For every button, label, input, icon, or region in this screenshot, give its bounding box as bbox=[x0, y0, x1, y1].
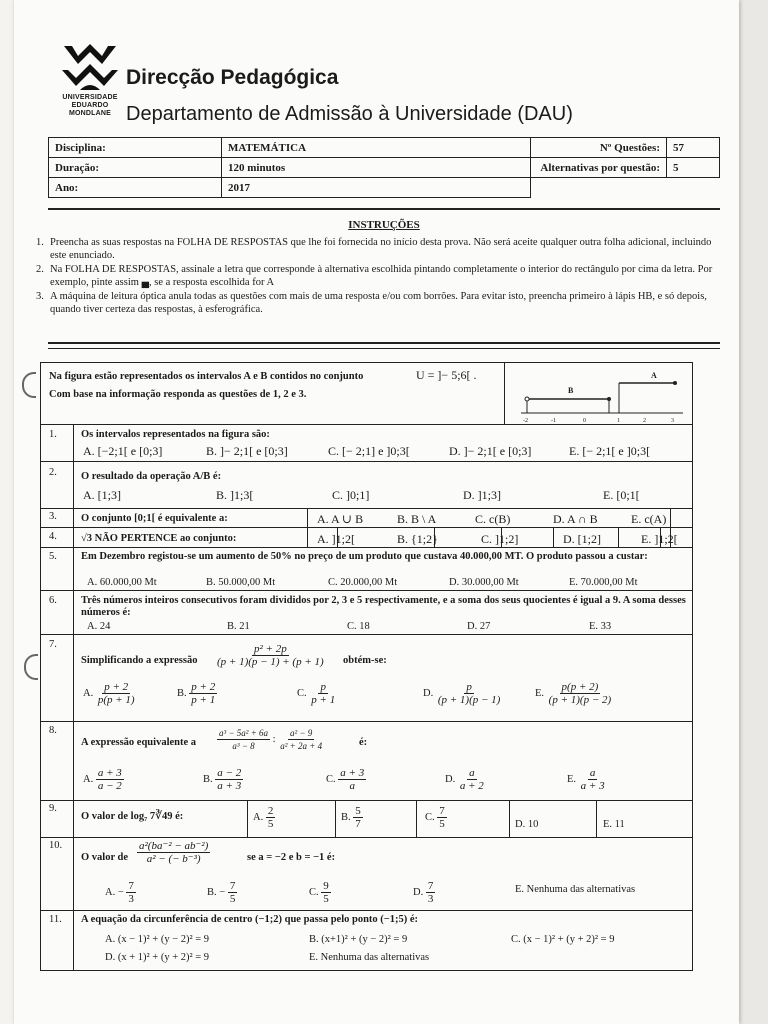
q3-text: O conjunto [0;1[ é equivalente a: bbox=[81, 513, 228, 524]
q9-number: 9. bbox=[49, 803, 57, 814]
tick-label: 3 bbox=[671, 418, 674, 424]
questions-grid bbox=[40, 362, 693, 838]
q4-number: 4. bbox=[49, 531, 57, 542]
q6-number: 6. bbox=[49, 595, 57, 606]
alternativas-value: 5 bbox=[667, 158, 720, 178]
tick-label: -2 bbox=[523, 418, 528, 424]
q8-number: 8. bbox=[49, 725, 57, 736]
instruction-item: 2. Na FOLHA DE RESPOSTAS, assinale a letra que corresponde à alternativa escolhida pintando completamente o interior do rectângulo por cima da letra. Por exemplo, pinte assim ▄, se a resposta escolhida for A bbox=[36, 264, 713, 288]
q7-option-b: B. $\frac{p + 2}{p + 1}$ bbox=[177, 681, 216, 706]
q6-option-e: E. 33 bbox=[589, 621, 612, 632]
page-title: Direcção Pedagógica bbox=[126, 66, 339, 89]
q10-number: 10. bbox=[49, 840, 63, 851]
q2-number: 2. bbox=[49, 467, 57, 478]
tick-label: 2 bbox=[643, 418, 646, 424]
interval-figure bbox=[511, 367, 689, 423]
q1-option-a: A. [−2;1[ e [0;3] bbox=[83, 444, 163, 458]
q5-option-a: A. 60.000,00 Mt bbox=[87, 577, 157, 588]
q5-option-e: E. 70.000,00 Mt bbox=[569, 577, 638, 588]
q7-option-e: E. $\frac{p(p + 2)}{(p + 1)(p - 2)}$ bbox=[535, 681, 612, 706]
intro-line1: Na figura estão representados os intervalos A e B contidos no conjunto bbox=[49, 371, 364, 382]
q4-option-b: B. {1;2} bbox=[397, 532, 438, 546]
q3-option-d: D. A ∩ B bbox=[553, 512, 598, 526]
q3-option-b: B. B \ A bbox=[397, 512, 437, 526]
q1-number: 1. bbox=[49, 429, 57, 440]
q9-option-c: C. $\frac{7}{5}$ bbox=[425, 805, 445, 830]
q7-option-c: C. $\frac{p}{p + 1}$ bbox=[297, 681, 336, 706]
questions-grid-lower bbox=[40, 836, 693, 971]
q6-option-d: D. 27 bbox=[467, 621, 491, 632]
q10-option-d: D. $\frac{7}{3}$ bbox=[413, 880, 434, 905]
disciplina-label: Disciplina: bbox=[49, 138, 222, 158]
q3-number: 3. bbox=[49, 511, 57, 522]
q11-option-c: C. (x − 1)² + (y + 2)² = 9 bbox=[511, 934, 615, 945]
q5-text: Em Dezembro registou-se um aumento de 50% no preço de um produto que custava 40.000,00 MT. O produto passou a custar: bbox=[81, 551, 648, 562]
q1-option-e: E. [− 2;1[ e ]0;3[ bbox=[569, 444, 651, 458]
q1-option-d: D. ]− 2;1[ e [0;3] bbox=[449, 444, 532, 458]
q8-option-c: C. $\frac{a + 3}{a}$ bbox=[326, 767, 365, 792]
tick-label: -1 bbox=[551, 418, 556, 424]
q9-option-b: B. $\frac{5}{7}$ bbox=[341, 805, 361, 830]
duracao-label: Duração: bbox=[49, 158, 222, 178]
q7-prefix: Simplificando a expressão bbox=[81, 655, 198, 666]
q7-expression: $\frac{\text{p² + 2p}}{(p + 1)(p - 1) + (p + 1)}$ bbox=[217, 643, 324, 668]
q7-number: 7. bbox=[49, 639, 57, 650]
q6-option-b: B. 21 bbox=[227, 621, 250, 632]
intro-set: U = ]− 5;6[ . bbox=[416, 368, 477, 382]
q1-option-b: B. ]− 2;1[ e [0;3] bbox=[206, 444, 288, 458]
instruction-item: 1. Preencha as suas respostas na FOLHA DE RESPOSTAS que lhe foi fornecida no início desta prova. Não será aceite qualquer outra folha adicional, incluindo este enunciado. bbox=[36, 237, 712, 261]
q10-prefix: O valor de bbox=[81, 852, 129, 863]
ano-label: Ano: bbox=[49, 178, 222, 198]
q4-text: √3 NÃO PERTENCE ao conjunto: bbox=[81, 533, 237, 544]
q8-prefix: A expressão equivalente a bbox=[81, 737, 197, 748]
q5-option-d: D. 30.000,00 Mt bbox=[449, 577, 519, 588]
tick-label: 0 bbox=[583, 418, 586, 424]
q3-option-a: A. A ∪ B bbox=[317, 512, 364, 526]
q5-option-c: C. 20.000,00 Mt bbox=[328, 577, 398, 588]
q2-option-e: E. [0;1[ bbox=[603, 488, 640, 502]
instructions-title: INSTRUÇÕES bbox=[348, 219, 420, 231]
q2-text: O resultado da operação A/B é: bbox=[81, 471, 222, 482]
q10-option-e: E. Nenhuma das alternativas bbox=[515, 884, 636, 895]
divider bbox=[48, 342, 720, 344]
questoes-value: 57 bbox=[667, 138, 720, 158]
q9-option-a: A. $\frac{2}{5}$ bbox=[253, 805, 274, 830]
q4-option-c: C. ]1;2] bbox=[481, 532, 519, 546]
q7-suffix: obtém-se: bbox=[343, 655, 387, 666]
q8-suffix: é: bbox=[359, 737, 368, 748]
q2-option-b: B. ]1;3[ bbox=[216, 488, 254, 502]
q1-text: Os intervalos representados na figura são: bbox=[81, 429, 270, 440]
q2-option-a: A. [1;3] bbox=[83, 488, 121, 502]
q1-option-c: C. [− 2;1] e ]0;3[ bbox=[328, 444, 410, 458]
q11-option-a: A. (x − 1)² + (y − 2)² = 9 bbox=[105, 934, 210, 945]
duracao-value: 120 minutos bbox=[222, 158, 531, 178]
logo-text: UNIVERSIDADE EDUARDO MONDLANE bbox=[62, 94, 118, 117]
q5-number: 5. bbox=[49, 551, 57, 562]
q10-option-b: B. − $\frac{7}{5}$ bbox=[207, 880, 236, 905]
q6-text: Três números inteiros consecutivos foram divididos por 2, 3 e 5 respectivamente, e a soma dos seus quocientes é igual a 9. A soma desses números é: bbox=[81, 595, 686, 618]
q6-option-c: C. 18 bbox=[347, 621, 370, 632]
q7-option-d: D. $\frac{p}{(p + 1)(p - 1)}$ bbox=[423, 681, 501, 706]
q3-option-c: C. c(B) bbox=[475, 512, 511, 526]
q9-option-d: D. 10 bbox=[515, 819, 539, 830]
q3-option-e: E. c(A) bbox=[631, 512, 667, 526]
q7-option-a: A. $\frac{p + 2}{p(p + 1)}$ bbox=[83, 681, 135, 706]
q11-option-b: B. (x+1)² + (y − 2)² = 9 bbox=[309, 934, 408, 945]
q11-option-e: E. Nenhuma das alternativas bbox=[309, 952, 430, 963]
ano-value: 2017 bbox=[222, 178, 531, 198]
tick-label: 1 bbox=[617, 418, 620, 424]
instructions-list bbox=[36, 236, 720, 317]
page-subtitle: Departamento de Admissão à Universidade (DAU) bbox=[126, 103, 573, 125]
university-logo bbox=[58, 44, 122, 118]
q5-option-b: B. 50.000,00 Mt bbox=[206, 577, 276, 588]
divider bbox=[48, 348, 720, 349]
next-page-edge bbox=[739, 0, 768, 1024]
intro-line2: Com base na informação responda as questões de 1, 2 e 3. bbox=[49, 389, 307, 400]
divider bbox=[48, 208, 720, 210]
exam-info-table bbox=[48, 137, 720, 198]
q11-number: 11. bbox=[49, 914, 62, 925]
q9-text: O valor de log₇ 7∛49 é: bbox=[81, 811, 184, 822]
figure-label-b: B bbox=[568, 386, 574, 395]
q8-option-b: B. $\frac{a - 2}{a + 3}$ bbox=[203, 767, 242, 792]
q8-expression: $\frac{\text{a³ − 5a² + 6a}}{\text{a³ − 8}}$ : $\frac{\text{a² − 9}}{\text{a² + 2a + 4}}$ bbox=[219, 728, 323, 751]
alternativas-label: Alternativas por questão: bbox=[531, 158, 667, 178]
q11-option-d: D. (x + 1)² + (y + 2)² = 9 bbox=[105, 952, 210, 963]
q11-text: A equação da circunferência de centro (−1;2) que passa pelo ponto (−1;5) é: bbox=[81, 914, 419, 925]
questoes-label: Nº Questões: bbox=[531, 138, 667, 158]
disciplina-value: MATEMÁTICA bbox=[222, 138, 531, 158]
figure-label-a: A bbox=[651, 371, 657, 380]
q4-option-d: D. [1;2] bbox=[563, 532, 601, 546]
q8-option-a: A. $\frac{a + 3}{a - 2}$ bbox=[83, 767, 122, 792]
q4-option-a: A. ]1;2[ bbox=[317, 532, 355, 546]
q2-option-c: C. ]0;1] bbox=[332, 488, 370, 502]
q2-option-d: D. ]1;3] bbox=[463, 488, 501, 502]
q6-option-a: A. 24 bbox=[87, 621, 111, 632]
q10-option-a: A. − $\frac{7}{3}$ bbox=[105, 880, 134, 905]
q9-option-e: E. 11 bbox=[603, 819, 625, 830]
q10-expression: $\frac{\text{a²(ba⁻² − ab⁻²)}}{\text{a² − (− b⁻³)}}$ bbox=[139, 840, 209, 865]
q10-option-c: C. $\frac{9}{5}$ bbox=[309, 880, 329, 905]
instruction-item: 3. A máquina de leitura óptica anula todas as questões com mais de uma resposta e/ou com borrões. Para evitar isto, preencha primeiro à lápis HB, e só depois, quando tiver certeza das respostas, à esferográfica. bbox=[36, 291, 707, 315]
q8-option-e: E. $\frac{a}{a + 3}$ bbox=[567, 767, 605, 792]
q8-option-d: D. $\frac{a}{a + 2}$ bbox=[445, 767, 484, 792]
q10-suffix: se a = −2 e b = −1 é: bbox=[247, 852, 336, 863]
q4-option-e: E. ]1;2[ bbox=[641, 532, 678, 546]
